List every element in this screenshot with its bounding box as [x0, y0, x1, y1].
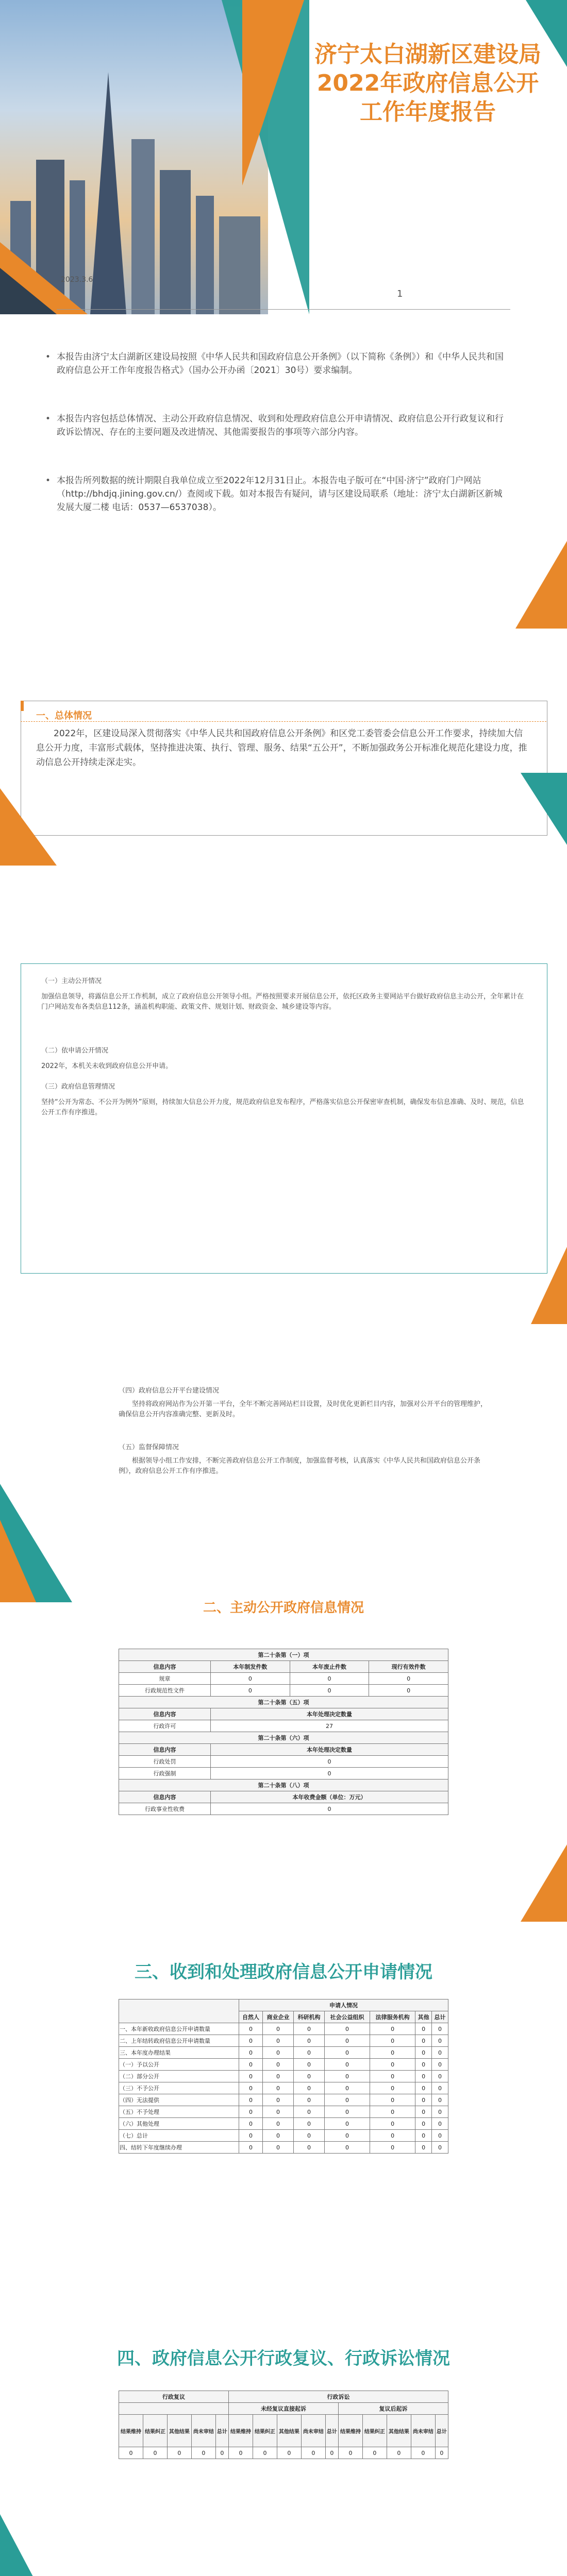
table-cell: 0	[324, 2142, 370, 2154]
column-header: 自然人	[239, 2011, 263, 2023]
table-row	[119, 2106, 448, 2118]
table-cell: 0	[211, 1756, 448, 1768]
shard-tower-shape	[90, 72, 126, 314]
table-cell: 0	[432, 2047, 448, 2059]
table-cell: 0	[293, 2059, 324, 2071]
column-header: 未经复议直接起诉	[228, 2403, 338, 2415]
table-cell: 0	[324, 2094, 370, 2106]
table-cell: 0	[324, 2106, 370, 2118]
column-header: 总计	[215, 2415, 228, 2447]
table-cell: 0	[239, 2094, 263, 2106]
table-cell: 0	[369, 1685, 448, 1697]
table-subheader-row	[119, 2415, 448, 2447]
table-cell: 0	[415, 2094, 432, 2106]
table-cell: 0	[370, 2094, 415, 2106]
column-header: 其他	[415, 2011, 432, 2023]
table-row	[119, 2082, 448, 2094]
overview-text: 2022年，区建设局深入贯彻落实《中华人民共和国政府信息公开条例》和区党工委管委会信息公开工作要求，持续加大信息公开力度，丰富形式载体，坚持推进决策、执行、管理、服务、结果“五公开”，不断加强政务公开标准化规范化建设力度，推动信息公开持续走深走实。	[36, 728, 527, 768]
column-header: 现行有效件数	[369, 1661, 448, 1673]
table-cell: 0	[262, 2142, 293, 2154]
table-cell: 0	[239, 2071, 263, 2082]
table-cell: 行政强制	[119, 1768, 211, 1780]
table-cell: 规章	[119, 1673, 211, 1685]
table-cell: 0	[211, 1768, 448, 1780]
column-header: 信息内容	[119, 1791, 211, 1803]
report-title-line: 济宁太白湖新区建设局	[314, 41, 541, 67]
orange-triangle-decor	[531, 1247, 567, 1324]
column-header: 复议后起诉	[338, 2403, 448, 2415]
section4-table-wrap	[119, 2391, 448, 2459]
application-table	[119, 1999, 448, 2154]
column-header: 结果纠正	[143, 2415, 167, 2447]
column-header: 结果纠正	[253, 2415, 277, 2447]
column-header: 其他结果	[167, 2415, 191, 2447]
column-header: 其他结果	[277, 2415, 301, 2447]
table-cell: 0	[211, 1685, 290, 1697]
intro-paragraph: • 本报告内容包括总体情况、主动公开政府信息情况、收到和处理政府信息公开申请情况、政府信息公开行政复议和行政诉讼情况、存在的主要问题及改进情况、其他需要报告的事项等六部分内容。	[57, 412, 510, 439]
table-cell: 0	[239, 2047, 263, 2059]
report-title-line: 工作年度报告	[360, 99, 496, 125]
detail-text: 2022年，本机关未收到政府信息公开申请。	[41, 1062, 173, 1070]
middle-text: 坚持将政府网站作为公开第一平台，全年不断完善网站栏目设置，及时优化更新栏目内容，加强对公开平台的管理维护，确保信息公开内容准确完整、更新及时。	[119, 1400, 488, 1418]
table-cell: 0	[239, 2035, 263, 2047]
table-row	[119, 2118, 448, 2130]
detail-subheading: （二）依申请公开情况	[41, 1047, 109, 1055]
section4-heading: 四、政府信息公开行政复议、行政诉讼情况	[117, 2348, 450, 2369]
orange-triangle-decor	[0, 1520, 36, 1602]
column-header: 社会公益组织	[324, 2011, 370, 2023]
column-header: 本年处理决定数量	[211, 1744, 448, 1756]
table-cell: 0	[215, 2447, 228, 2459]
section2-heading: 二、主动公开政府信息情况	[203, 1600, 364, 1616]
overview-heading: 一、总体情况	[36, 710, 92, 721]
table-cell: 0	[325, 2447, 338, 2459]
table-cell: 0	[370, 2106, 415, 2118]
table-cell: 行政事业性收费	[119, 1803, 211, 1815]
table-cell: 0	[293, 2118, 324, 2130]
table-cell: 0	[211, 1673, 290, 1685]
table-cell: 0	[338, 2447, 362, 2459]
column-header: 结果维持	[119, 2415, 143, 2447]
table-row	[119, 2047, 448, 2059]
table-cell: 0	[262, 2094, 293, 2106]
column-header	[119, 1999, 239, 2023]
row-label: （三）不予公开	[119, 2082, 239, 2094]
table-row	[119, 2094, 448, 2106]
table-cell: 0	[277, 2447, 301, 2459]
column-header: 结果纠正	[362, 2415, 387, 2447]
accent-mark	[21, 701, 24, 711]
table-cell: 0	[435, 2447, 448, 2459]
table-cell: 0	[143, 2447, 167, 2459]
row-label: 二、上年结转政府信息公开申请数量	[119, 2035, 239, 2047]
table-cell: 0	[301, 2447, 325, 2459]
teal-triangle-decor	[521, 773, 567, 845]
table-cell: 0	[262, 2082, 293, 2094]
column-header: 信息内容	[119, 1744, 211, 1756]
table-cell: 0	[415, 2071, 432, 2082]
column-header: 结果维持	[338, 2415, 362, 2447]
column-header: 本年废止件数	[290, 1661, 369, 1673]
table-cell: 行政许可	[119, 1720, 211, 1732]
table-cell: 0	[119, 2447, 143, 2459]
table-cell: 0	[415, 2118, 432, 2130]
divider	[57, 309, 510, 310]
table-cell: 0	[415, 2142, 432, 2154]
table-cell: 0	[432, 2082, 448, 2094]
intro-paragraph: • 本报告由济宁太白湖新区建设局按照《中华人民共和国政府信息公开条例》（以下简称《条例》）和《中华人民共和国政府信息公开工作年度报告格式》（国办公开办函〔2021〕30号）要求编制。	[57, 350, 510, 377]
detail-subheading: （三）政府信息管理情况	[41, 1083, 115, 1091]
table-cell: 行政规范性文件	[119, 1685, 211, 1697]
table-cell: 0	[239, 2106, 263, 2118]
row-label: （五）不予处理	[119, 2106, 239, 2118]
table-cell: 0	[253, 2447, 277, 2459]
table-cell: 0	[293, 2094, 324, 2106]
table-cell: 0	[415, 2035, 432, 2047]
table-row	[119, 1803, 448, 1815]
table-cell: 0	[324, 2130, 370, 2142]
table-cell: 0	[415, 2082, 432, 2094]
section3-heading: 三、收到和处理政府信息公开申请情况	[135, 1962, 432, 1982]
table-cell: 0	[262, 2047, 293, 2059]
table-cell: 0	[415, 2130, 432, 2142]
table-row	[119, 2023, 448, 2035]
table-row	[119, 1685, 448, 1697]
review-litigation-table	[119, 2391, 448, 2459]
table-cell: 0	[191, 2447, 215, 2459]
table-cell: 0	[432, 2118, 448, 2130]
table-cell: 0	[324, 2035, 370, 2047]
table-cell: 0	[432, 2023, 448, 2035]
table-cell: 0	[415, 2023, 432, 2035]
table-cell: 0	[370, 2071, 415, 2082]
table-cell: 0	[324, 2082, 370, 2094]
table-cell: 0	[293, 2035, 324, 2047]
column-header: 其他结果	[387, 2415, 411, 2447]
table-cell: 0	[239, 2059, 263, 2071]
table-row	[119, 1756, 448, 1768]
table-cell: 0	[370, 2082, 415, 2094]
detail-text: 加强信息领导，将露信息公开工作机制，成立了政府信息公开领导小组。严格按照要求开展信息公开，依托区政务主要网站平台做好政府信息主动公开，全年累计在门户网站发布各类信息112条，涵盖机构职能、政策文件、规划计划、财政资金、城乡建设等内容。	[41, 993, 524, 1011]
report-date: 2023.3.6	[61, 276, 93, 284]
table-cell: 0	[370, 2142, 415, 2154]
row-label: 四、结转下年度继续办理	[119, 2142, 239, 2154]
row-label: 三、本年度办理结果	[119, 2047, 239, 2059]
table-title: 第二十条第（六）项	[119, 1732, 448, 1744]
table-cell: 0	[370, 2023, 415, 2035]
table-cell: 0	[239, 2118, 263, 2130]
table-cell: 0	[369, 1673, 448, 1685]
table-cell: 0	[293, 2082, 324, 2094]
section2-tables	[119, 1649, 448, 1815]
table-row	[119, 2447, 448, 2459]
table-cell: 0	[262, 2106, 293, 2118]
column-header: 法律服务机构	[370, 2011, 415, 2023]
table-cell: 行政处罚	[119, 1756, 211, 1768]
detail-subheading: （一）主动公开情况	[41, 977, 102, 985]
cover-header	[0, 0, 567, 314]
column-header: 总计	[325, 2415, 338, 2447]
table-row	[119, 1720, 448, 1732]
building-shape	[131, 139, 155, 314]
table-cell: 0	[432, 2094, 448, 2106]
column-header: 尚未审结	[191, 2415, 215, 2447]
table-cell: 0	[290, 1685, 369, 1697]
row-label: （七）总计	[119, 2130, 239, 2142]
table-cell: 0	[415, 2047, 432, 2059]
row-label: （六）其他处理	[119, 2118, 239, 2130]
table-cell: 0	[324, 2071, 370, 2082]
table-cell: 0	[239, 2130, 263, 2142]
intro-paragraph: • 本报告所列数据的统计期限自我单位成立至2022年12月31日止。本报告电子版可在“中国·济宁”政府门户网站（http://bhdjq.jining.gov.cn/）查阅或下载。如对本报告有疑问，请与区建设局联系（地址：济宁太白湖新区新城发展大厦二楼 电话：0537—6537038）。	[57, 474, 510, 514]
table-row	[119, 2035, 448, 2047]
building-shape	[160, 170, 191, 314]
orange-triangle-decor	[0, 788, 57, 866]
row-label: （二）部分公开	[119, 2071, 239, 2082]
table-cell: 0	[411, 2447, 435, 2459]
teal-triangle-decor	[0, 2514, 46, 2576]
table-cell: 0	[432, 2059, 448, 2071]
table-cell: 0	[293, 2142, 324, 2154]
table-cell: 0	[262, 2130, 293, 2142]
orange-triangle-decor	[515, 541, 567, 629]
table-cell: 0	[262, 2035, 293, 2047]
building-shape	[196, 196, 214, 314]
column-header: 申请人情况	[239, 1999, 448, 2011]
column-header: 信息内容	[119, 1661, 211, 1673]
table-row	[119, 2142, 448, 2154]
detail-text: 坚持“公开为常态、不公开为例外”原则，持续加大信息公开力度，规范政府信息发布程序，严格落实信息公开保密审查机制，确保发布信息准确、及时、规范，信息公开工作有序推进。	[41, 1098, 524, 1116]
row-label: （一）予以公开	[119, 2059, 239, 2071]
table-cell: 27	[211, 1720, 448, 1732]
table-cell: 0	[293, 2130, 324, 2142]
section3-table-wrap	[119, 1999, 448, 2154]
table-cell: 0	[262, 2118, 293, 2130]
table-cell: 0	[324, 2047, 370, 2059]
table-cell: 0	[293, 2047, 324, 2059]
column-header: 结果维持	[228, 2415, 253, 2447]
table-cell: 0	[370, 2035, 415, 2047]
table-cell: 0	[239, 2023, 263, 2035]
column-header: 科研机构	[293, 2011, 324, 2023]
orange-triangle-decor	[521, 1844, 567, 1922]
table-cell: 0	[432, 2106, 448, 2118]
dark-triangle-decor	[0, 268, 57, 314]
table-cell: 0	[324, 2118, 370, 2130]
orange-triangle-decor	[242, 0, 304, 185]
column-header: 行政诉讼	[228, 2391, 448, 2403]
column-header: 本年收费金额（单位：万元）	[211, 1791, 448, 1803]
column-header: 行政复议	[119, 2391, 229, 2403]
report-title-line: 2022年政府信息公开	[316, 70, 539, 96]
column-header: 商业企业	[262, 2011, 293, 2023]
column-header: 本年制发件数	[211, 1661, 290, 1673]
table-cell: 0	[239, 2142, 263, 2154]
row-label: 一、本年新收政府信息公开申请数量	[119, 2023, 239, 2035]
table-cell: 0	[324, 2059, 370, 2071]
table-cell: 0	[432, 2130, 448, 2142]
table-cell: 0	[167, 2447, 191, 2459]
table-cell: 0	[211, 1803, 448, 1815]
row-label: （四）无法提供	[119, 2094, 239, 2106]
table-cell: 0	[432, 2142, 448, 2154]
table-cell: 0	[262, 2071, 293, 2082]
table-cell: 0	[370, 2047, 415, 2059]
table-cell: 0	[262, 2023, 293, 2035]
table-row	[119, 2059, 448, 2071]
table-cell: 0	[293, 2071, 324, 2082]
divider	[21, 721, 546, 722]
middle-subheading: （四）政府信息公开平台建设情况	[119, 1387, 220, 1395]
table-cell: 0	[370, 2059, 415, 2071]
table-cell: 0	[362, 2447, 387, 2459]
table-cell: 0	[324, 2023, 370, 2035]
middle-text: 根据领导小组工作安排，不断完善政府信息公开工作制度，加强监督考核，认真落实《中华人民共和国政府信息公开条例》，政府信息公开工作有序推进。	[119, 1457, 481, 1475]
table-title: 第二十条第（一）项	[119, 1649, 448, 1661]
table-cell: 0	[239, 2082, 263, 2094]
table-cell: 0	[415, 2059, 432, 2071]
page-number: 1	[397, 289, 403, 299]
table-cell: 0	[387, 2447, 411, 2459]
column-header: 本年处理决定数量	[211, 1708, 448, 1720]
column-header	[119, 2403, 229, 2415]
table-cell: 0	[432, 2035, 448, 2047]
column-header: 信息内容	[119, 1708, 211, 1720]
table-cell: 0	[228, 2447, 253, 2459]
table-row	[119, 1768, 448, 1780]
table-row	[119, 2130, 448, 2142]
column-header: 总计	[432, 2011, 448, 2023]
table-cell: 0	[370, 2130, 415, 2142]
table-cell: 0	[432, 2071, 448, 2082]
table-row	[119, 1673, 448, 1685]
column-header: 尚未审结	[411, 2415, 435, 2447]
table-cell: 0	[290, 1673, 369, 1685]
middle-subheading: （五）监督保障情况	[119, 1444, 179, 1451]
table-row	[119, 2071, 448, 2082]
table-cell: 0	[262, 2059, 293, 2071]
active-disclosure-table	[119, 1649, 448, 1815]
column-header: 尚未审结	[301, 2415, 325, 2447]
table-cell: 0	[370, 2118, 415, 2130]
column-header: 总计	[435, 2415, 448, 2447]
table-cell: 0	[293, 2023, 324, 2035]
table-title: 第二十条第（八）项	[119, 1780, 448, 1791]
table-cell: 0	[415, 2106, 432, 2118]
table-cell: 0	[293, 2106, 324, 2118]
table-title: 第二十条第（五）项	[119, 1697, 448, 1708]
